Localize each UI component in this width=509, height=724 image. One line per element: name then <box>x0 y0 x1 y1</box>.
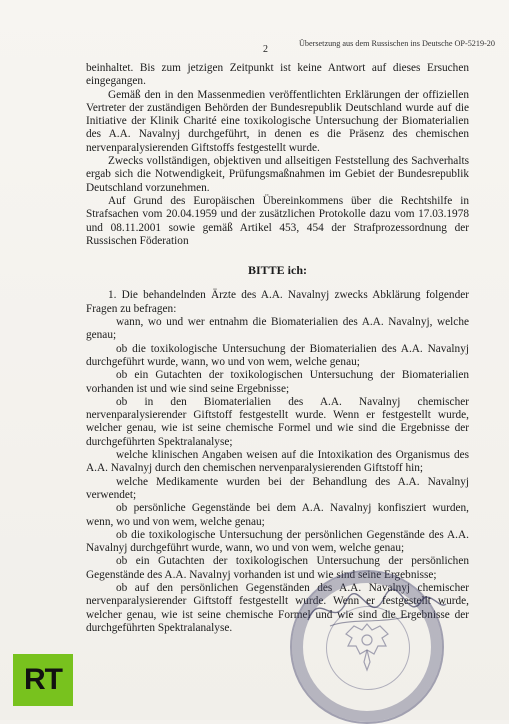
paragraph: Gemäß den in den Massenmedien veröffentlichten Erklärungen der offiziellen Vertreter der zuständigen Behörden der Bundesrepublik Deutschland wurde auf die Initiative der Klinik Charité eine toxikologische Untersuchung der Biomaterialien des A.A. Navalnyj durchgeführt, in denen es die Präsenz des chemischen nervenparalysierenden Giftstoffs festgestellt wurde. <box>86 88 469 154</box>
question-item: ob die toxikologische Untersuchung der Biomaterialien des A.A. Navalnyj durchgeführt wurde, wann, wo und von wem, welche genau; <box>86 342 469 368</box>
question-item: ob die toxikologische Untersuchung der persönlichen Gegenstände des A.A. Navalnyj durchgeführt wurde, wann, wo und von wem, welche genau; <box>86 528 469 555</box>
question-item: wann, wo und wer entnahm die Biomaterialien des A.A. Navalnyj, welche genau; <box>86 316 469 342</box>
paragraph: beinhaltet. Bis zum jetzigen Zeitpunkt ist keine Antwort auf dieses Ersuchen eingegangen. <box>86 62 469 88</box>
paragraph: Zwecks vollständigen, objektiven und allseitigen Feststellung des Sachverhalts ergab sich die Notwendigkeit, Prüfungsmaßnahmen im Gebiet der Bundesrepublik Deutschland vorzunehmen. <box>86 155 469 194</box>
question-item: welche klinischen Angaben weisen auf die Intoxikation des Organismus des A.A. Navalnyj durch den chemischen nervenparalysierenden Giftstoff hin; <box>86 449 469 475</box>
question-item: ob in den Biomaterialien des A.A. Navalnyj chemischer nervenparalysierender Giftstoff festgestellt wurde. Wenn er festgestellt wurde, welcher genau, wie ist seine chemische Formel und wie sind die Ergebnisse der durchgeführten Spektralanalyse; <box>86 395 469 448</box>
document-body <box>86 62 469 635</box>
question-item: ob persönliche Gegenstände bei dem A.A. Navalnyj konfisziert wurden, wenn, wo und von wem, welche genau; <box>86 502 469 528</box>
request-item: 1. Die behandelnden Ärzte des A.A. Navalnyj zwecks Abklärung folgender Fragen zu befragen: <box>86 289 469 315</box>
rt-logo-text: RT <box>24 663 62 696</box>
question-item: ob ein Gutachten der toxikologischen Untersuchung der Biomaterialien vorhanden ist und wie sind seine Ergebnisse; <box>86 369 469 395</box>
section-heading: BITTE ich: <box>247 263 307 278</box>
question-item: ob auf den persönlichen Gegenständen des A.A. Navalnyj chemischer nervenparalysierender Giftstoff festgestellt wurde. Wenn er festgestellt wurde, welcher genau, wie ist seine chemische Formel und wie sind die Ergebnisse der durchgeführten Spektralanalyse. <box>86 581 469 634</box>
page-number: 2 <box>263 44 268 55</box>
translation-reference: Übersetzung aus dem Russischen ins Deutsche OP-5219-20 <box>298 39 495 48</box>
question-item: welche Medikamente wurden bei der Behandlung des A.A. Navalnyj verwendet; <box>86 475 469 501</box>
question-item: ob ein Gutachten der toxikologischen Untersuchung der persönlichen Gegenstände des A.A. Navalnyj vorhanden ist und wie sind seine Ergebnisse; <box>86 555 469 581</box>
rt-logo <box>13 654 73 706</box>
paragraph: Auf Grund des Europäischen Übereinkommens über die Rechtshilfe in Strafsachen vom 20.04.1959 und der zusätzlichen Protokolle dazu vom 17.03.1978 und 08.11.2001 sowie gemäß Artikel 453, 454 der Strafprozessordnung der Russischen Föderation <box>86 194 469 247</box>
